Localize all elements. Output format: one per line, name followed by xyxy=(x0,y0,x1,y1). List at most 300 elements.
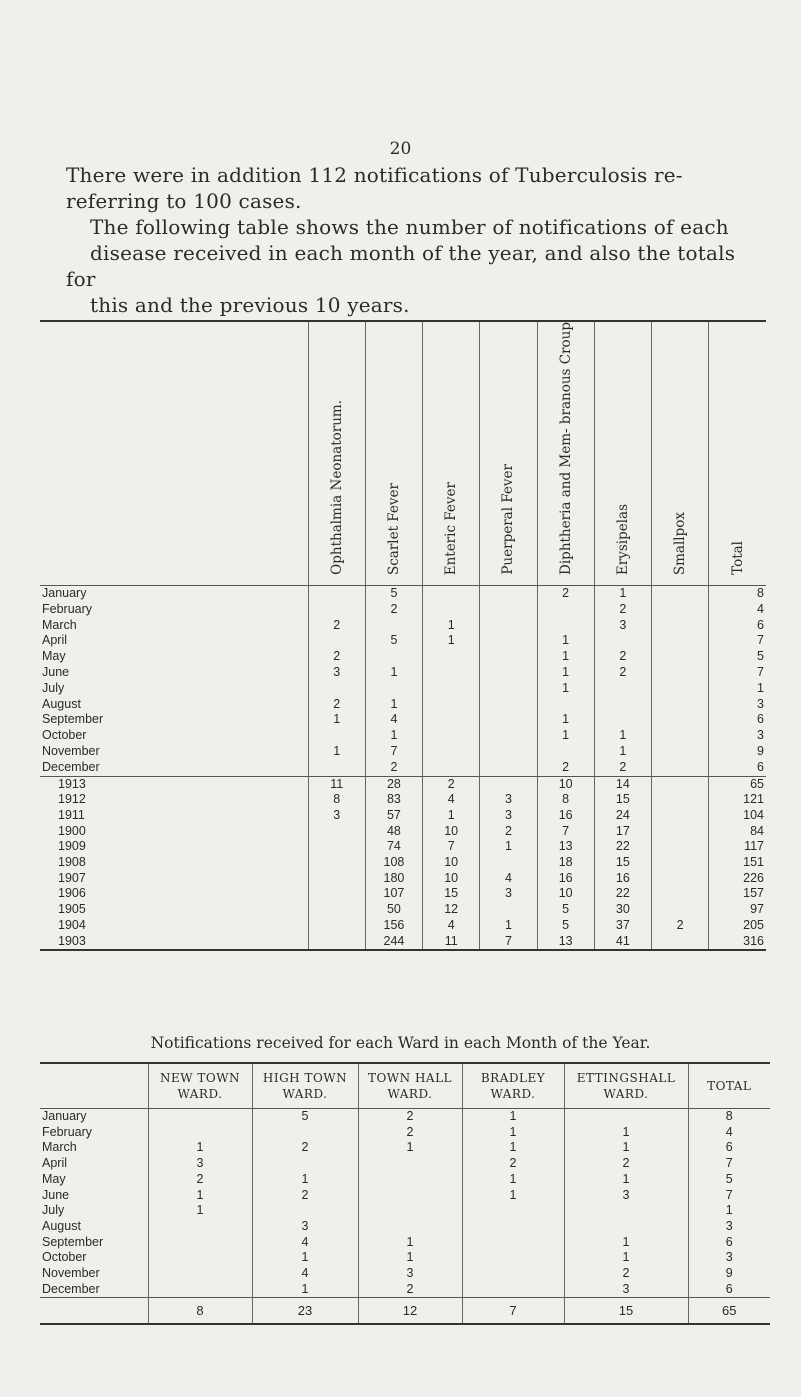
row-label: 1904 xyxy=(58,917,86,932)
intro-line: referring to 100 cases. xyxy=(66,189,302,213)
row-label: August xyxy=(42,1218,81,1233)
table-cell: 1 xyxy=(148,1188,252,1204)
table-cell xyxy=(308,902,365,918)
column-header: Diphtheria and Mem- branous Croup xyxy=(537,321,594,585)
table-row xyxy=(40,808,766,824)
table-cell xyxy=(652,697,709,713)
row-label: 1908 xyxy=(58,855,86,870)
row-label: February xyxy=(42,1124,93,1139)
table-cell xyxy=(480,712,537,728)
table-cell: 2 xyxy=(308,649,365,665)
table-cell: 1 xyxy=(148,1140,252,1156)
table-cell xyxy=(462,1282,564,1298)
table-cell: 156 xyxy=(365,918,422,934)
table-cell: 17 xyxy=(594,824,651,840)
intro-paragraph-tuberculosis xyxy=(66,162,766,214)
table-cell: 244 xyxy=(365,934,422,951)
totals-row xyxy=(40,1298,770,1325)
table-cell xyxy=(652,712,709,728)
table-cell: 3 xyxy=(148,1156,252,1172)
table-cell xyxy=(423,697,480,713)
table-cell: 83 xyxy=(365,792,422,808)
table-cell: 5 xyxy=(688,1172,770,1188)
table-cell: 3 xyxy=(709,728,766,744)
row-label: 1903 xyxy=(40,934,308,951)
page-number: 20 xyxy=(389,139,412,159)
table-cell xyxy=(358,1188,462,1204)
table-row xyxy=(40,760,766,776)
table-cell: 65 xyxy=(709,776,766,792)
table-cell: 15 xyxy=(594,792,651,808)
table-cell: 10 xyxy=(423,855,480,871)
table-cell: 14 xyxy=(594,776,651,792)
table-cell: 7 xyxy=(709,665,766,681)
row-label: 1907 xyxy=(58,870,86,885)
table-cell: 7 xyxy=(480,934,537,951)
table-cell xyxy=(652,839,709,855)
table-cell: 104 xyxy=(709,808,766,824)
table-cell: 10 xyxy=(423,824,480,840)
row-label xyxy=(40,1298,148,1325)
row-label: June xyxy=(42,1187,70,1202)
table-cell xyxy=(652,633,709,649)
table-cell xyxy=(480,665,537,681)
table-cell: 9 xyxy=(688,1266,770,1282)
table-cell xyxy=(564,1219,688,1235)
table-cell xyxy=(308,681,365,697)
table-cell: 8 xyxy=(709,585,766,601)
table-cell xyxy=(423,602,480,618)
table-cell: 6 xyxy=(709,618,766,634)
table-cell: 7 xyxy=(688,1188,770,1204)
table-cell: 1 xyxy=(462,1188,564,1204)
table-cell: 4 xyxy=(688,1125,770,1141)
table-cell xyxy=(423,665,480,681)
table-cell: 2 xyxy=(480,824,537,840)
total-cell: 12 xyxy=(358,1298,462,1325)
table-cell xyxy=(148,1109,252,1125)
table-row xyxy=(40,618,766,634)
table-cell: 157 xyxy=(709,886,766,902)
table-cell: 13 xyxy=(537,839,594,855)
row-label: August xyxy=(42,696,81,711)
row-label: 1911 xyxy=(58,807,85,822)
table-cell: 1 xyxy=(537,665,594,681)
table-cell: 2 xyxy=(148,1172,252,1188)
row-label: September xyxy=(42,712,104,727)
table-cell xyxy=(480,760,537,776)
table-cell: 1 xyxy=(709,681,766,697)
ward-column-header: NEW TOWN WARD. xyxy=(148,1063,252,1109)
ward-column-header: TOTAL xyxy=(688,1063,770,1109)
table-cell xyxy=(308,855,365,871)
table-row xyxy=(40,665,766,681)
table-cell: 5 xyxy=(252,1109,358,1125)
table-cell: 8 xyxy=(688,1109,770,1125)
table-row xyxy=(40,918,766,934)
table-cell xyxy=(594,712,651,728)
table-cell: 1 xyxy=(480,918,537,934)
row-label: November xyxy=(42,743,100,758)
table-cell: 1 xyxy=(462,1140,564,1156)
table-row xyxy=(40,1172,770,1188)
table-cell: 4 xyxy=(423,918,480,934)
ward-column-header: TOWN HALL WARD. xyxy=(358,1063,462,1109)
table-cell xyxy=(652,871,709,887)
table-cell: 1 xyxy=(594,744,651,760)
table-cell: 3 xyxy=(594,618,651,634)
table-row xyxy=(40,744,766,760)
table-cell: 1 xyxy=(594,728,651,744)
row-label: December xyxy=(42,1281,100,1296)
table-cell: 4 xyxy=(709,602,766,618)
table-cell: 2 xyxy=(652,918,709,934)
table-cell: 2 xyxy=(564,1266,688,1282)
table-cell xyxy=(462,1266,564,1282)
table-cell: 6 xyxy=(709,760,766,776)
column-header: Puerperal Fever xyxy=(480,321,537,585)
table-cell: 2 xyxy=(308,618,365,634)
table-cell xyxy=(365,681,422,697)
table-cell: 2 xyxy=(365,602,422,618)
table-cell xyxy=(537,602,594,618)
table-cell: 2 xyxy=(252,1140,358,1156)
table-cell: 24 xyxy=(594,808,651,824)
table-cell: 3 xyxy=(688,1250,770,1266)
table-cell xyxy=(423,728,480,744)
table-cell: 3 xyxy=(480,792,537,808)
table-row xyxy=(40,602,766,618)
table-cell: 117 xyxy=(709,839,766,855)
table-cell xyxy=(462,1203,564,1219)
table-cell: 3 xyxy=(252,1219,358,1235)
table-cell xyxy=(462,1250,564,1266)
table-cell xyxy=(148,1266,252,1282)
total-cell: 15 xyxy=(564,1298,688,1325)
table-cell xyxy=(148,1282,252,1298)
table-cell: 1 xyxy=(365,728,422,744)
table-cell: 10 xyxy=(537,776,594,792)
total-cell: 7 xyxy=(462,1298,564,1325)
table-cell: 2 xyxy=(308,697,365,713)
table-cell: 1 xyxy=(252,1282,358,1298)
row-label: June xyxy=(42,664,70,679)
table-row xyxy=(40,824,766,840)
table-cell xyxy=(148,1250,252,1266)
row-label: 1900 xyxy=(58,823,86,838)
table-cell xyxy=(358,1219,462,1235)
table-cell: 4 xyxy=(480,871,537,887)
row-label: January xyxy=(42,1109,87,1123)
row-label: April xyxy=(42,633,68,648)
table-cell: 180 xyxy=(365,871,422,887)
table-cell xyxy=(652,886,709,902)
table-cell: 41 xyxy=(594,934,651,951)
table-cell: 5 xyxy=(537,902,594,918)
table-cell: 50 xyxy=(365,902,422,918)
row-label: September xyxy=(42,1234,104,1249)
table-cell: 2 xyxy=(594,649,651,665)
table-cell xyxy=(358,1156,462,1172)
table-cell xyxy=(480,602,537,618)
total-cell: 23 xyxy=(252,1298,358,1325)
table-row xyxy=(40,1203,770,1219)
table-cell: 1 xyxy=(252,1250,358,1266)
column-header: Total xyxy=(709,321,766,585)
table-cell: 1 xyxy=(564,1172,688,1188)
row-label: 1906 xyxy=(58,886,86,901)
table-row xyxy=(40,585,766,601)
table-cell: 2 xyxy=(252,1188,358,1204)
table-cell: 107 xyxy=(365,886,422,902)
table-cell: 8 xyxy=(537,792,594,808)
table-row xyxy=(40,712,766,728)
table-row xyxy=(40,1140,770,1156)
table-cell: 2 xyxy=(537,760,594,776)
table-cell: 2 xyxy=(537,585,594,601)
table-cell: 13 xyxy=(537,934,594,951)
table-cell: 16 xyxy=(537,808,594,824)
table-cell: 11 xyxy=(423,934,480,951)
intro-line: The following table shows the number of notifications of each xyxy=(90,215,729,239)
table-cell: 1 xyxy=(462,1109,564,1125)
table-cell xyxy=(480,776,537,792)
table-cell xyxy=(252,1125,358,1141)
table-cell: 2 xyxy=(423,776,480,792)
table-cell: 1 xyxy=(537,681,594,697)
table-cell: 1 xyxy=(252,1172,358,1188)
table-cell: 7 xyxy=(365,744,422,760)
table-cell xyxy=(358,1203,462,1219)
table-cell: 5 xyxy=(537,918,594,934)
table-cell xyxy=(308,824,365,840)
row-label: December xyxy=(42,759,100,774)
intro-line: this and the previous 10 years. xyxy=(90,293,410,317)
table-cell: 6 xyxy=(709,712,766,728)
table-cell xyxy=(148,1235,252,1251)
table-cell: 3 xyxy=(709,697,766,713)
row-label: October xyxy=(42,1250,87,1265)
ward-table-caption: Notifications received for each Ward in each Month of the Year. xyxy=(150,1034,651,1052)
disease-notifications-table xyxy=(40,320,766,951)
table-cell: 48 xyxy=(365,824,422,840)
table-cell: 11 xyxy=(308,776,365,792)
table-cell: 5 xyxy=(365,633,422,649)
table-cell: 1 xyxy=(480,839,537,855)
row-label: May xyxy=(42,649,66,664)
total-cell: 8 xyxy=(148,1298,252,1325)
table-cell xyxy=(148,1219,252,1235)
table-cell: 1 xyxy=(537,649,594,665)
table-cell xyxy=(652,934,709,951)
ward-column-header: HIGH TOWN WARD. xyxy=(252,1063,358,1109)
table-cell xyxy=(308,934,365,951)
table-cell xyxy=(480,697,537,713)
table-cell xyxy=(480,681,537,697)
table-row xyxy=(40,1250,770,1266)
table-cell xyxy=(308,871,365,887)
table-row xyxy=(40,681,766,697)
table-cell: 1 xyxy=(423,808,480,824)
table-cell xyxy=(252,1156,358,1172)
table-cell: 16 xyxy=(537,871,594,887)
table-cell: 3 xyxy=(480,808,537,824)
table-cell xyxy=(480,744,537,760)
table-cell xyxy=(652,585,709,601)
table-cell: 3 xyxy=(358,1266,462,1282)
column-header: Ophthalmia Neonatorum. xyxy=(308,321,365,585)
table-cell: 2 xyxy=(462,1156,564,1172)
table-cell xyxy=(652,760,709,776)
table-cell: 8 xyxy=(308,792,365,808)
table-row xyxy=(40,633,766,649)
table-cell: 1 xyxy=(423,618,480,634)
table-cell xyxy=(308,633,365,649)
header-corner xyxy=(40,1063,148,1109)
table-cell: 2 xyxy=(594,760,651,776)
row-label: July xyxy=(42,1203,65,1218)
table-cell: 7 xyxy=(688,1156,770,1172)
table-cell: 2 xyxy=(358,1282,462,1298)
table-cell: 1 xyxy=(537,633,594,649)
table-cell xyxy=(423,760,480,776)
table-row xyxy=(40,1219,770,1235)
total-cell: 65 xyxy=(688,1298,770,1325)
table-cell: 5 xyxy=(365,585,422,601)
table-cell xyxy=(652,808,709,824)
table-cell xyxy=(537,618,594,634)
table-row xyxy=(40,886,766,902)
table-cell: 1 xyxy=(594,585,651,601)
table-cell xyxy=(480,855,537,871)
table-cell: 4 xyxy=(423,792,480,808)
table-cell: 7 xyxy=(709,633,766,649)
table-cell: 4 xyxy=(365,712,422,728)
table-cell: 1 xyxy=(564,1250,688,1266)
table-cell xyxy=(308,602,365,618)
table-cell: 2 xyxy=(365,760,422,776)
column-header: Smallpox xyxy=(652,321,709,585)
table-cell: 7 xyxy=(423,839,480,855)
table-cell: 4 xyxy=(252,1266,358,1282)
table-cell: 1 xyxy=(564,1235,688,1251)
table-cell xyxy=(594,633,651,649)
table-cell xyxy=(252,1203,358,1219)
intro-paragraph-table-description xyxy=(66,214,766,318)
table-row xyxy=(40,649,766,665)
row-label: May xyxy=(42,1171,66,1186)
table-cell: 3 xyxy=(308,808,365,824)
table-cell: 6 xyxy=(688,1235,770,1251)
table-cell xyxy=(358,1172,462,1188)
table-cell xyxy=(652,681,709,697)
table-cell xyxy=(308,918,365,934)
table-cell xyxy=(308,728,365,744)
table-cell: 1 xyxy=(423,633,480,649)
table-cell: 10 xyxy=(423,871,480,887)
intro-line: There were in addition 112 notifications of Tuberculosis re- xyxy=(66,163,683,187)
table-cell: 1 xyxy=(148,1203,252,1219)
table-cell xyxy=(308,886,365,902)
table-cell xyxy=(462,1219,564,1235)
row-label: February xyxy=(42,601,93,616)
table-cell: 226 xyxy=(709,871,766,887)
table-cell xyxy=(652,855,709,871)
table-cell: 4 xyxy=(252,1235,358,1251)
table-cell xyxy=(480,585,537,601)
row-label: March xyxy=(42,617,77,632)
table-cell: 1 xyxy=(358,1235,462,1251)
table-cell xyxy=(480,618,537,634)
table-cell xyxy=(652,824,709,840)
table-cell: 2 xyxy=(594,665,651,681)
table-cell xyxy=(480,728,537,744)
table-cell xyxy=(594,697,651,713)
row-label: April xyxy=(42,1156,68,1171)
table-cell: 15 xyxy=(594,855,651,871)
table-cell xyxy=(652,728,709,744)
table-cell: 151 xyxy=(709,855,766,871)
row-label: July xyxy=(42,680,65,695)
table-cell xyxy=(365,618,422,634)
table-cell xyxy=(423,744,480,760)
table-cell: 3 xyxy=(480,886,537,902)
table-cell: 9 xyxy=(709,744,766,760)
table-cell: 121 xyxy=(709,792,766,808)
table-cell: 316 xyxy=(709,934,766,951)
table-cell xyxy=(564,1109,688,1125)
header-corner xyxy=(40,321,308,585)
table-cell xyxy=(308,585,365,601)
table-cell: 1 xyxy=(358,1140,462,1156)
table-cell: 6 xyxy=(688,1282,770,1298)
table-header-row xyxy=(40,1063,770,1109)
table-row xyxy=(40,839,766,855)
table-cell xyxy=(652,792,709,808)
table-cell: 1 xyxy=(564,1140,688,1156)
row-label: 1909 xyxy=(58,839,86,854)
table-cell xyxy=(652,602,709,618)
table-cell: 1 xyxy=(564,1125,688,1141)
column-header: Scarlet Fever xyxy=(365,321,422,585)
table-cell xyxy=(564,1203,688,1219)
table-cell: 7 xyxy=(537,824,594,840)
table-row xyxy=(40,792,766,808)
table-row xyxy=(40,776,766,792)
table-cell xyxy=(480,902,537,918)
table-cell: 1 xyxy=(688,1203,770,1219)
table-cell xyxy=(652,902,709,918)
row-label: 1912 xyxy=(58,792,86,807)
table-header-row xyxy=(40,321,766,585)
row-label: 1913 xyxy=(40,776,308,792)
table-cell: 1 xyxy=(358,1250,462,1266)
table-row xyxy=(40,1125,770,1141)
intro-line: disease received in each month of the year, and also the totals for xyxy=(66,241,736,291)
table-cell: 1 xyxy=(462,1172,564,1188)
table-cell: 6 xyxy=(688,1140,770,1156)
table-row xyxy=(40,1282,770,1298)
table-row xyxy=(40,1188,770,1204)
table-cell xyxy=(423,712,480,728)
table-cell: 205 xyxy=(709,918,766,934)
table-cell: 108 xyxy=(365,855,422,871)
table-row xyxy=(40,1266,770,1282)
table-cell: 84 xyxy=(709,824,766,840)
table-cell: 2 xyxy=(564,1156,688,1172)
table-cell xyxy=(652,618,709,634)
table-cell xyxy=(652,776,709,792)
